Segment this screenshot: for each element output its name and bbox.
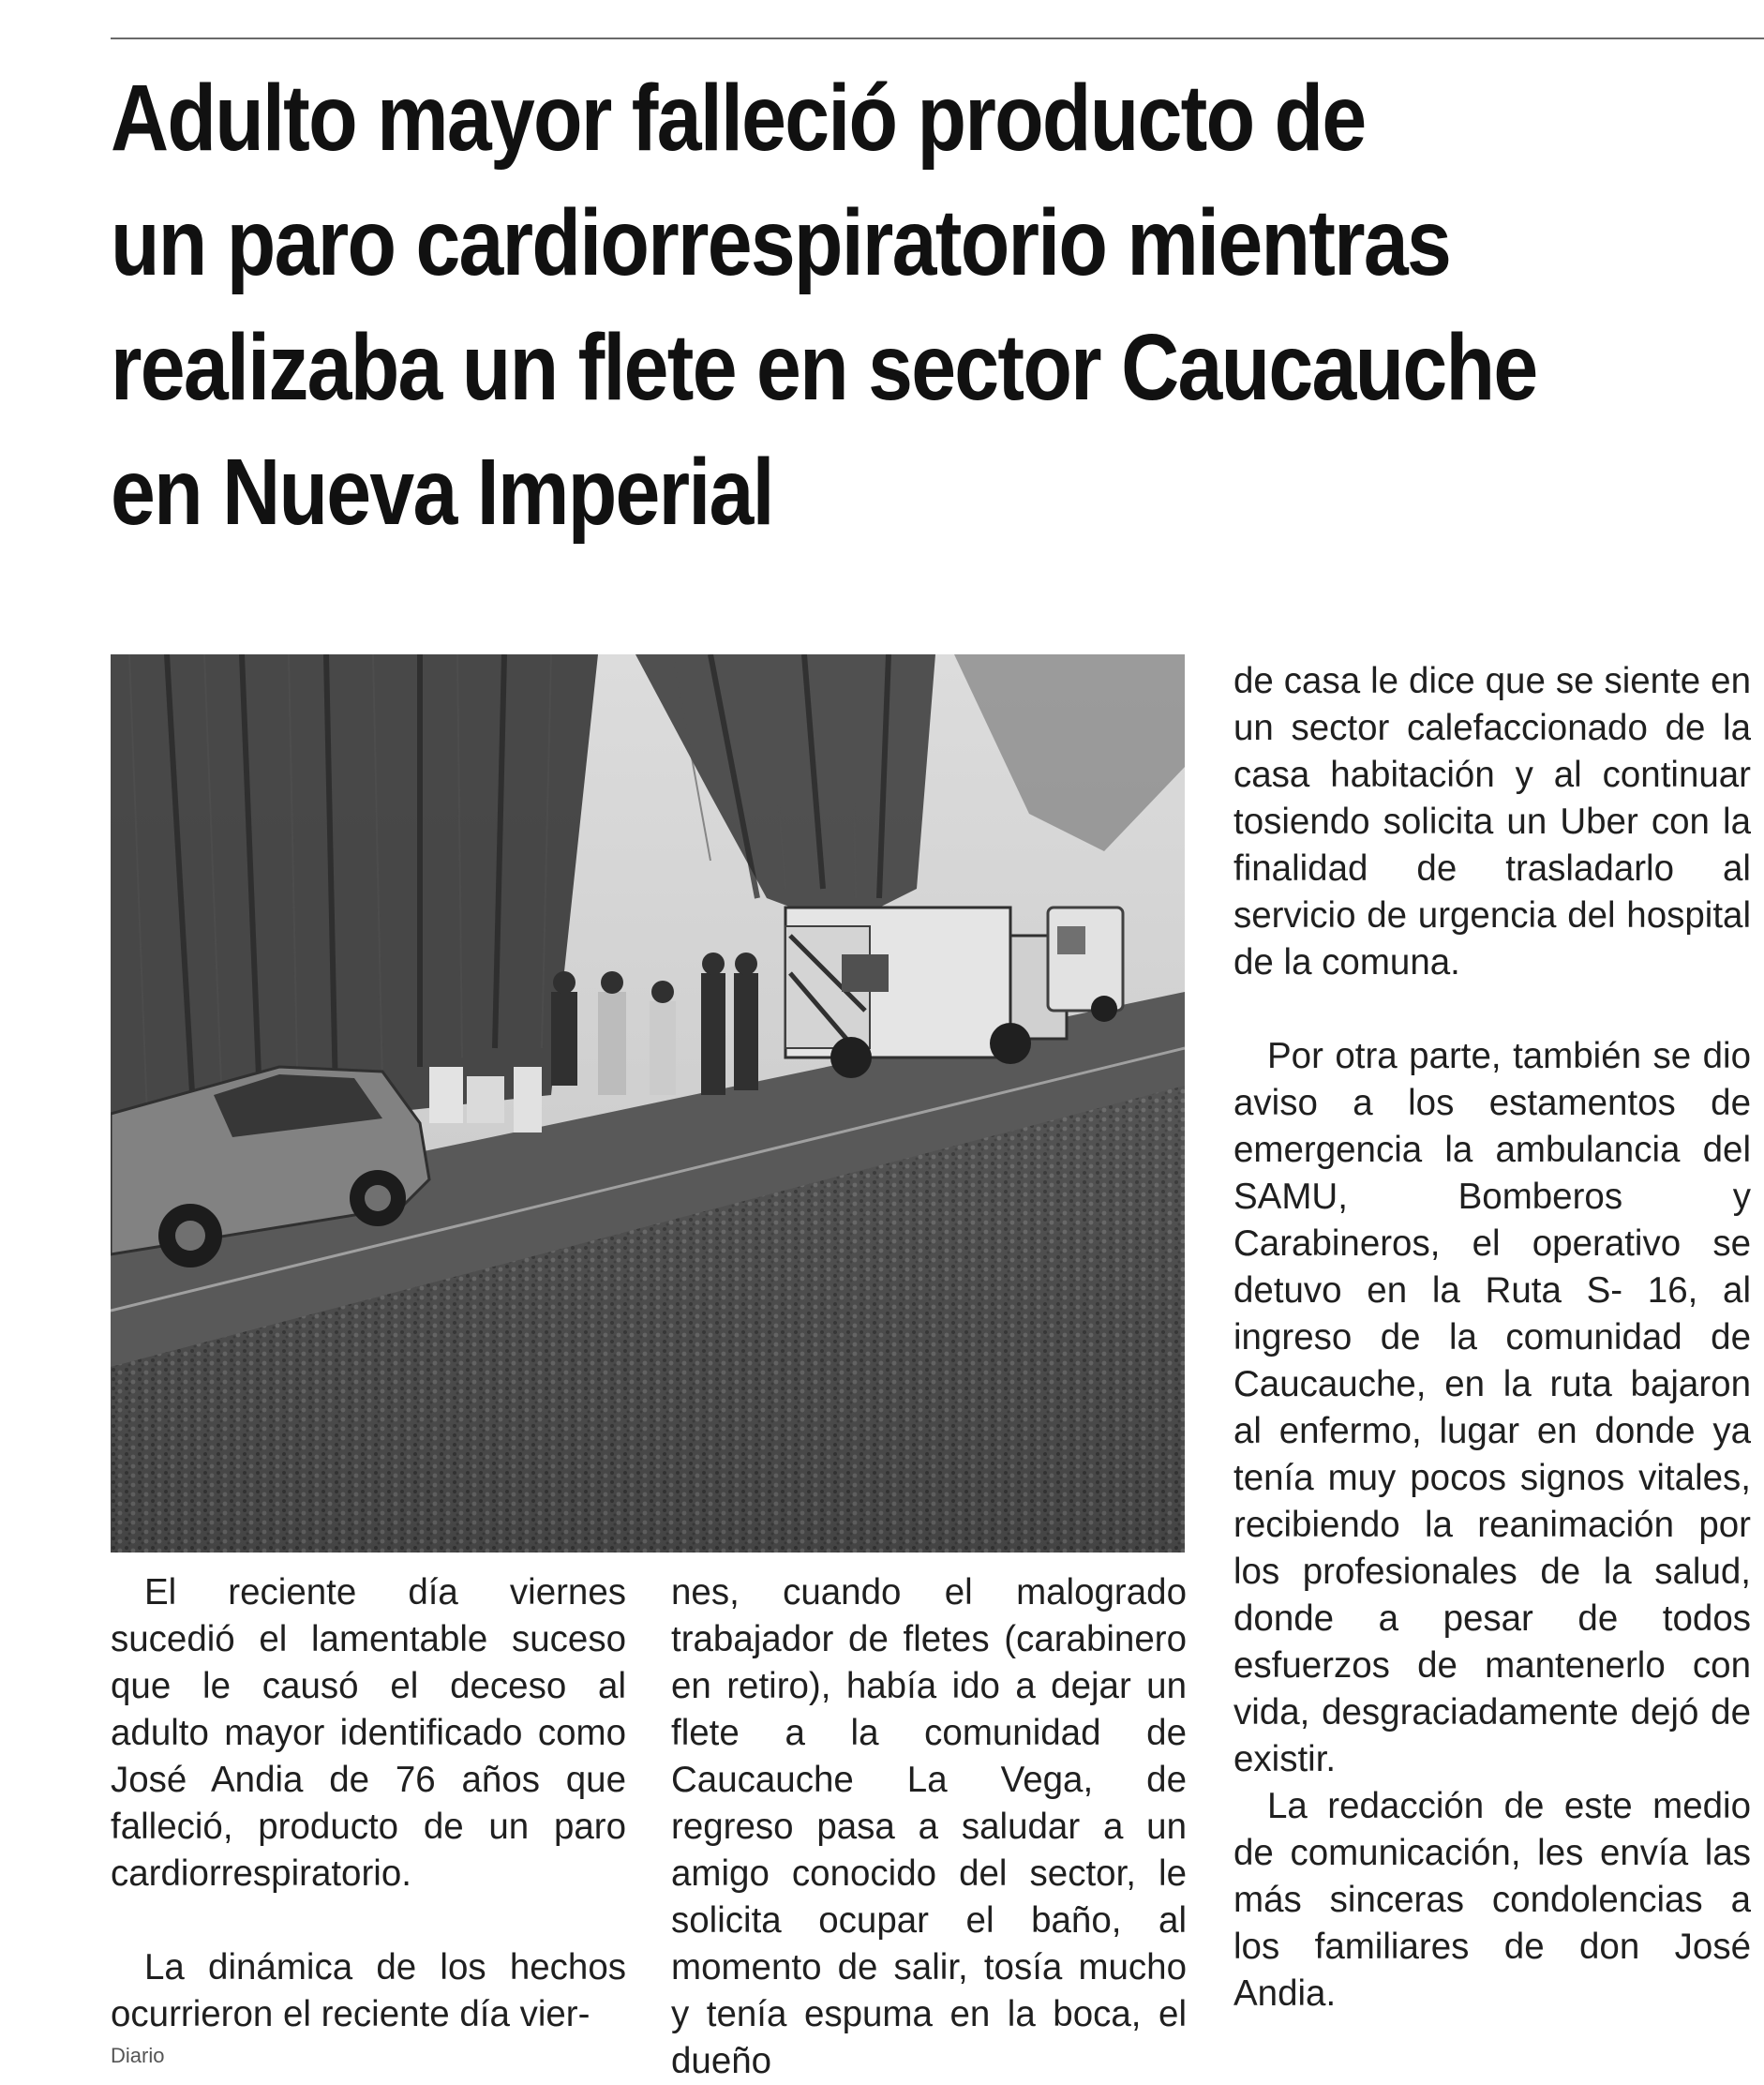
footer-fragment: Diario [111, 2044, 165, 2067]
headline-line-4: en Nueva Imperial [111, 440, 773, 545]
paragraph-uber-request: de casa le dice que se siente en un sector calefaccionado de la casa habitación y al continuar tosiendo solicita un Uber con la finalidad de trasladarlo al servicio de urgencia del hospital de la comuna. [1233, 661, 1751, 982]
paragraph-emergency-response: Por otra parte, también se dio aviso a los estamentos de emergencia la ambulancia del SAMU, Bomberos y Carabineros, el operativo se detuvo en la Ruta S- 16, al ingreso de la comunidad de Caucauche, en la ruta bajaron al enfermo, lugar en donde ya tenía muy pocos signos vitales, recibiendo la reanimación por los profesionales de la salud, donde a pesar de todos esfuerzos de mantenerlo con vida, desgraciadamente dejó de existir. [1233, 1036, 1751, 1779]
headline-line-3: realizaba un flete en sector Caucauche [111, 315, 1537, 420]
headline-line-2: un paro cardiorrespiratorio mientras [111, 190, 1451, 295]
article-column-3 [1233, 658, 1751, 2018]
article-column-1 [111, 1569, 626, 2038]
accident-scene-photo [111, 654, 1185, 1552]
headline-line-1: Adulto mayor falleció producto de [111, 66, 1366, 171]
paragraph-dynamics-continued: nes, cuando el malogrado trabajador de fletes (carabinero en retiro), había ido a dejar un flete a la comunidad de Caucauche La Vega, de regreso pasa a saludar a un amigo conocido del sector, le solicita ocupar el baño, al momento de salir, tosía mucho y tenía espuma en la boca, el dueño [671, 1572, 1187, 2081]
article-column-2 [671, 1569, 1187, 2085]
headline [111, 56, 1537, 555]
paragraph-dynamics-start: La dinámica de los hechos ocurrieron el reciente día vier- [111, 1947, 626, 2034]
top-rule [111, 38, 1764, 39]
paragraph-condolences: La redacción de este medio de comunicación, les envía las más sinceras condolencias a los familiares de don José Andia. [1233, 1786, 1751, 2014]
paragraph-intro: El reciente día viernes sucedió el lamentable suceso que le causó el deceso al adulto mayor identificado como José Andia de 76 años que falleció, producto de un paro cardiorrespiratorio. [111, 1572, 626, 1894]
